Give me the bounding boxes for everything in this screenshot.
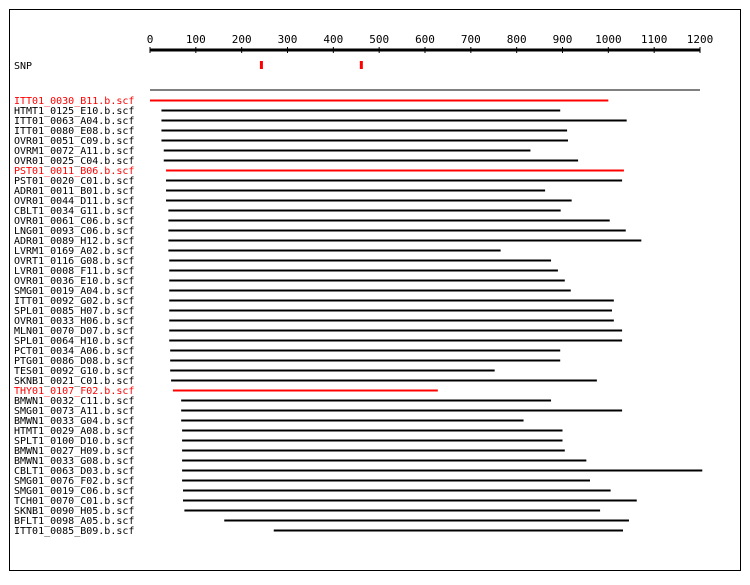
read-name: SPLT1_0100_D10.b.scf: [14, 436, 135, 447]
read-name: OVR01_0036_E10.b.scf: [14, 276, 135, 287]
axis-tick-label: 400: [323, 33, 344, 46]
snp-marker: [360, 61, 363, 69]
read-name: MLN01_0070_D07.b.scf: [14, 326, 135, 337]
read-name: OVRT1_0116_G08.b.scf: [14, 256, 135, 267]
axis-tick-label: 200: [231, 33, 252, 46]
read-name: SPL01_0085_H07.b.scf: [14, 306, 135, 317]
read-name: OVR01_0061_C06.b.scf: [14, 216, 135, 227]
axis-tick-label: 1100: [640, 33, 668, 46]
read-name: BMWN1_0027_H09.b.scf: [14, 446, 135, 457]
snp-marker: [260, 61, 263, 69]
read-name: LNG01_0093_C06.b.scf: [14, 226, 135, 237]
axis-tick-label: 0: [146, 33, 154, 46]
read-name: PST01_0020_C01.b.scf: [14, 176, 135, 187]
read-name: HTMT1_0125_E10.b.scf: [14, 106, 135, 117]
read-name: OVR01_0025_C04.b.scf: [14, 156, 135, 167]
read-name: ADR01_0011_B01.b.scf: [14, 186, 135, 197]
read-name: CBLT1_0034_G11.b.scf: [14, 206, 135, 217]
read-name: OVR01_0051_C09.b.scf: [14, 136, 135, 147]
axis-tick-label: 900: [552, 33, 573, 46]
read-name: SMG01_0019_A04.b.scf: [14, 286, 135, 297]
axis-tick-label: 700: [460, 33, 481, 46]
read-name: SKNB1_0090_H05.b.scf: [14, 506, 135, 517]
axis-tick-label: 1200: [686, 33, 714, 46]
read-name: LVR01_0008_F11.b.scf: [14, 266, 135, 277]
read-name: TCH01_0070_C01.b.scf: [14, 496, 135, 507]
read-name: PST01_0011_B06.b.scf: [14, 166, 135, 177]
read-name: SPL01_0064_H10.b.scf: [14, 336, 135, 347]
read-name: PTG01_0086_D08.b.scf: [14, 356, 135, 367]
read-name: HTMT1_0029_A08.b.scf: [14, 426, 135, 437]
read-name: SKNB1_0021_C01.b.scf: [14, 376, 135, 387]
read-name: ITT01_0063_A04.b.scf: [14, 116, 135, 127]
axis-tick-label: 300: [277, 33, 298, 46]
axis-tick-label: 800: [506, 33, 527, 46]
axis-tick-label: 1000: [595, 33, 622, 46]
read-name: OVR01_0044_D11.b.scf: [14, 196, 135, 207]
snp-label: SNP: [14, 61, 33, 72]
read-name: ADR01_0089_H12.b.scf: [14, 236, 135, 247]
read-name: LVRM1_0169_A02.b.scf: [14, 246, 135, 257]
read-name: PCT01_0034_A06.b.scf: [14, 346, 135, 357]
read-name: ITT01_0030_B11.b.scf: [14, 96, 135, 107]
read-name: CBLT1_0063_D03.b.scf: [14, 466, 135, 477]
read-name: ITT01_0085_B09.b.scf: [14, 526, 135, 537]
read-name: SMG01_0076_F02.b.scf: [14, 476, 135, 487]
read-name: TES01_0092_G10.b.scf: [14, 366, 135, 377]
axis-tick-label: 500: [369, 33, 390, 46]
read-name: OVR01_0033_H06.b.scf: [14, 316, 135, 327]
read-name: BMWN1_0032_C11.b.scf: [14, 396, 135, 407]
read-name: SMG01_0073_A11.b.scf: [14, 406, 135, 417]
read-name: ITT01_0092_G02.b.scf: [14, 296, 135, 307]
read-name: BMWN1_0033_G08.b.scf: [14, 456, 135, 467]
read-name: SMG01_0019_C06.b.scf: [14, 486, 135, 497]
read-name: OVRM1_0072_A11.b.scf: [14, 146, 135, 157]
axis-tick-label: 600: [415, 33, 435, 46]
read-name: BMWN1_0033_G04.b.scf: [14, 416, 135, 427]
read-name: BFLT1_0098_A05.b.scf: [14, 516, 135, 527]
axis-tick-label: 100: [185, 33, 206, 46]
read-name: THY01_0107_F02.b.scf: [14, 386, 135, 397]
read-name: ITT01_0080_E08.b.scf: [14, 126, 135, 137]
